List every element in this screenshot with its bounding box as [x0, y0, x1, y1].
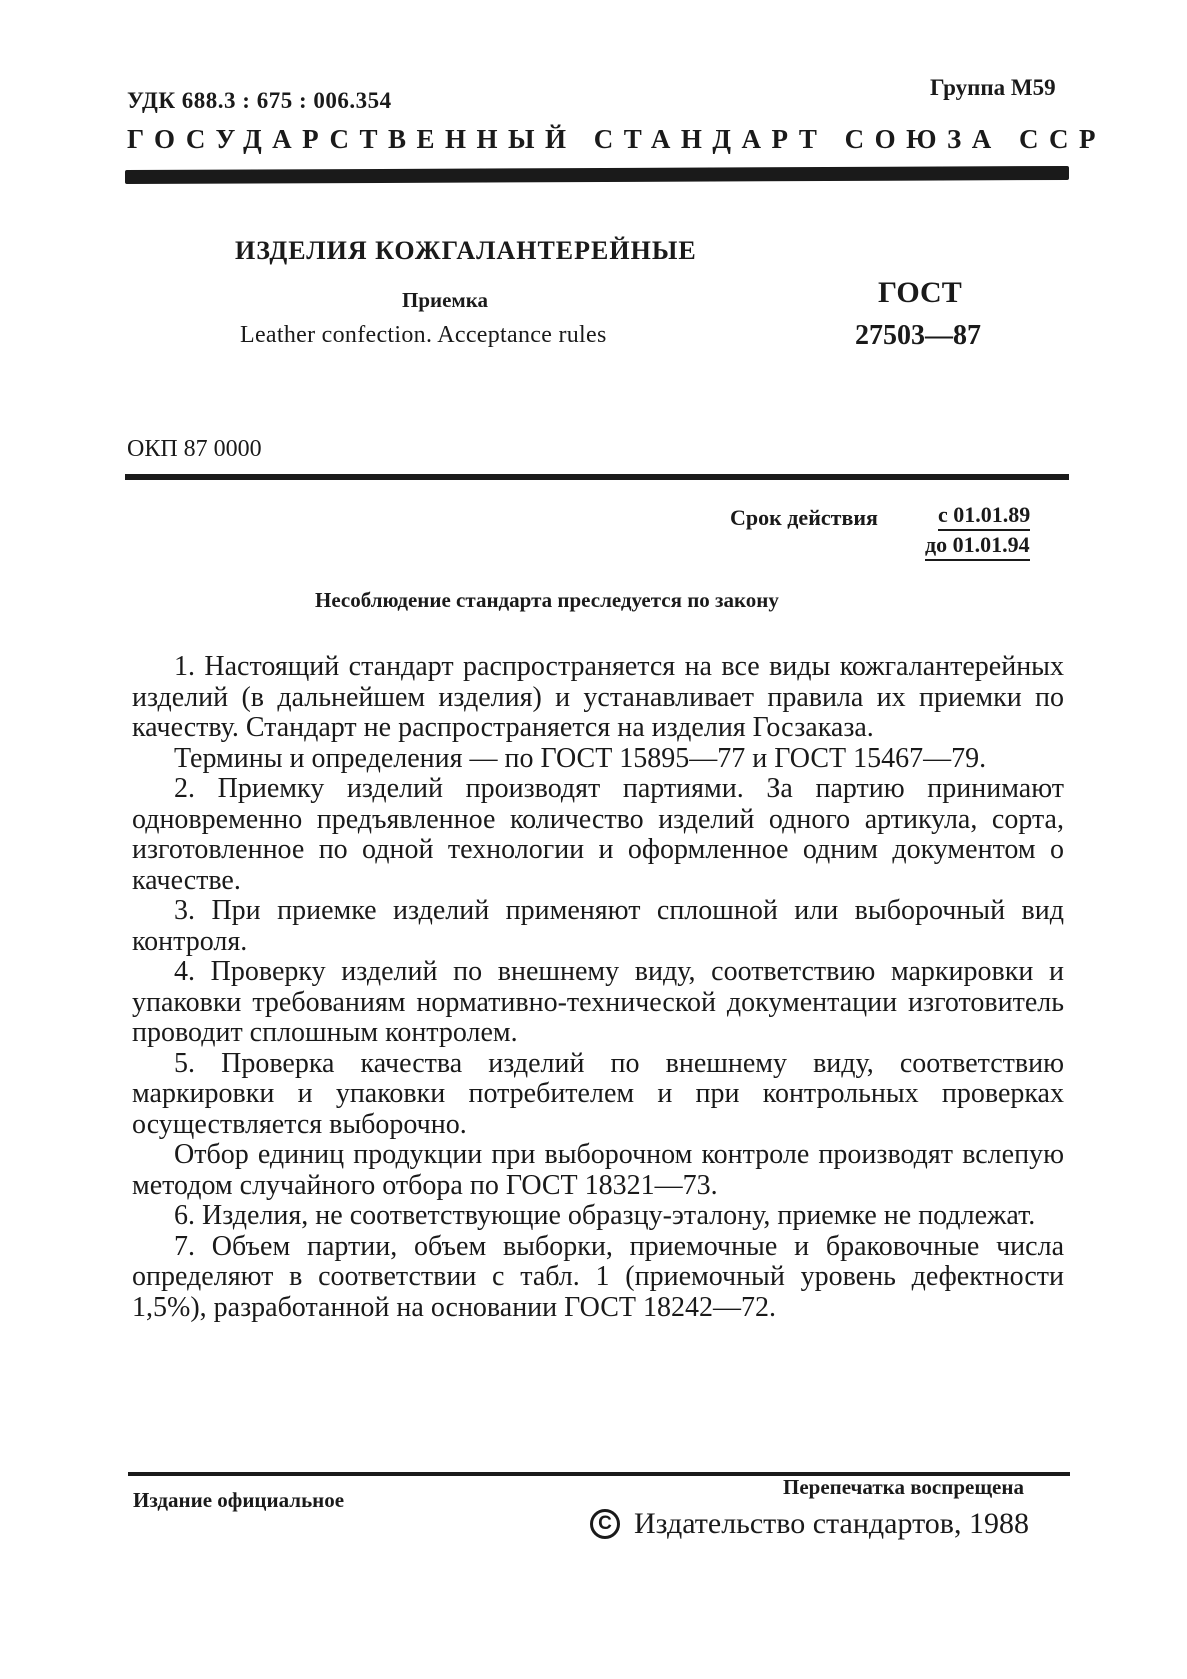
paragraph-5: 5. Проверка качества изделий по внешнему виду, соответствию маркировки и упаковки потребителем и при контрольных проверках осуществляется выборочно. — [132, 1047, 1064, 1140]
body-text — [132, 652, 1064, 1323]
english-title: Leather confection. Acceptance rules — [240, 322, 607, 348]
official-edition: Издание официальное — [133, 1488, 345, 1512]
legal-notice: Несоблюдение стандарта преследуется по закону — [315, 588, 779, 612]
state-standard-heading: ГОСУДАРСТВЕННЫЙ СТАНДАРТ СОЮЗА ССР — [127, 124, 1106, 154]
paragraph-4: 4. Проверку изделий по внешнему виду, соответствию маркировки и упаковки требованиям нормативно-технической документации изготовитель проводит сплошным контролем. — [132, 956, 1064, 1048]
publisher-line — [590, 1507, 1029, 1541]
group-code: Группа М59 — [930, 75, 1056, 100]
paragraph-sampling: Отбор единиц продукции при выборочном контроле производят вслепую методом случайного отбора по ГОСТ 18321—73. — [132, 1139, 1064, 1201]
copyright-icon: С — [590, 1509, 620, 1539]
okp-rule — [125, 474, 1069, 480]
product-subtitle: Приемка — [402, 288, 489, 312]
validity-label: Срок действия — [730, 505, 878, 530]
paragraph-2: 2. Приемку изделий производят партиями. За партию принимают одновременно предъявленное количество изделий одного артикула, сорта, изготовленное по одной технологии и оформленное одним документом о качестве. — [132, 773, 1064, 896]
paragraph-6: 6. Изделия, не соответствующие образцу-эталону, приемке не подлежат. — [174, 1200, 1036, 1231]
validity-from: с 01.01.89 — [938, 502, 1030, 531]
paragraph-1: 1. Настоящий стандарт распространяется на все виды кожгалантерейных изделий (в дальнейшем изделия) и устанавливает правила их приемки по качеству. Стандарт не распространяется на изделия Госзаказа. — [132, 651, 1064, 743]
gost-label: ГОСТ — [878, 276, 962, 309]
reprint-prohibited: Перепечатка воспрещена — [783, 1475, 1024, 1499]
validity-to: до 01.01.94 — [925, 532, 1030, 561]
paragraph-7: 7. Объем партии, объем выборки, приемочные и браковочные числа определяют в соответствии с табл. 1 (приемочный уровень дефектности 1,5%), разработанной на основании ГОСТ 18242—72. — [132, 1230, 1064, 1323]
paragraph-terms: Термины и определения — по ГОСТ 15895—77 и ГОСТ 15467—79. — [174, 742, 987, 774]
header-rule — [125, 166, 1069, 184]
product-title: ИЗДЕЛИЯ КОЖГАЛАНТЕРЕЙНЫЕ — [235, 236, 697, 265]
gost-number: 27503—87 — [855, 320, 981, 351]
udk-code: УДК 688.3 : 675 : 006.354 — [127, 88, 392, 113]
okp-code: ОКП 87 0000 — [127, 436, 262, 462]
publisher-name: Издательство стандартов, 1988 — [634, 1507, 1029, 1540]
paragraph-3: 3. При приемке изделий применяют сплошной или выборочный вид контроля. — [132, 895, 1064, 957]
